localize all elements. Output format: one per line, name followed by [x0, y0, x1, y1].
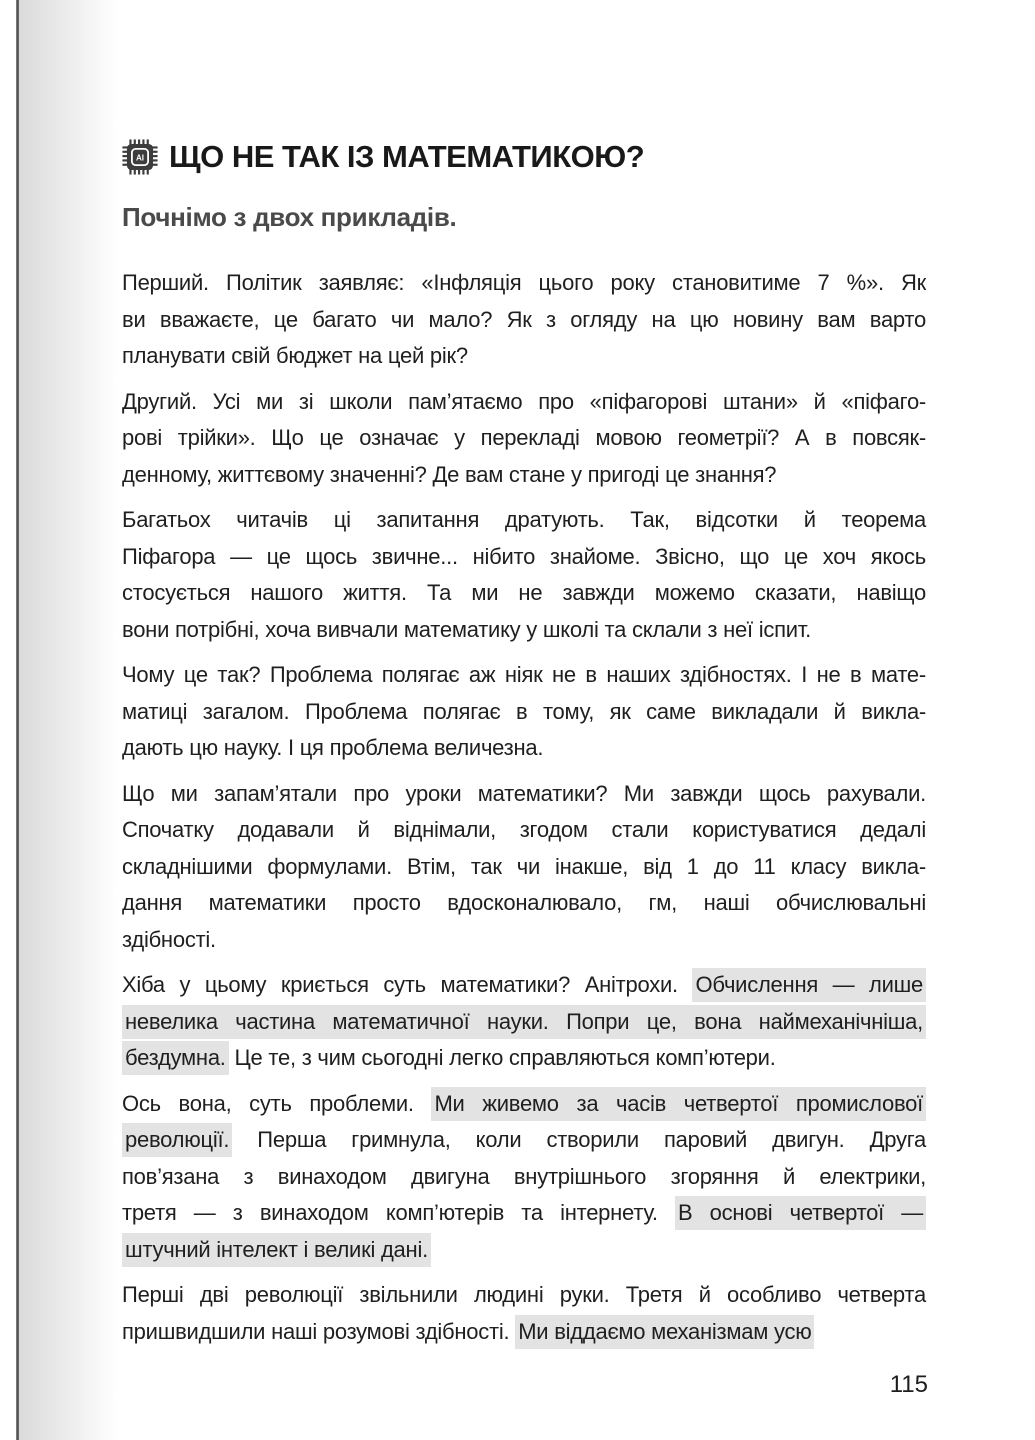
text-line: [122, 1159, 926, 1196]
ai-chip-icon: [122, 139, 158, 175]
paragraph: [122, 776, 926, 959]
paragraph: [122, 657, 926, 767]
text-segment: матиці загалом. Проблема полягає в тому, як саме викладали й викла-: [122, 698, 926, 724]
text-segment: Хіба у цьому криється суть математики? Анітрохи.: [122, 972, 693, 997]
text-line: [122, 420, 926, 457]
text-line: [122, 812, 926, 849]
paragraph: [122, 967, 926, 1077]
text-line: [122, 1040, 926, 1077]
body-text: [122, 265, 926, 1350]
highlighted-text: Ми віддаємо механізмам усю: [515, 1315, 814, 1349]
text-segment: Що ми запам’ятали про уроки математики? Ми завжди щось рахували.: [122, 780, 926, 806]
text-segment: ви вважаєте, це багато чи мало? Як з огляду на цю новину вам варто: [122, 306, 926, 332]
text-line: [122, 1122, 926, 1159]
text-segment: Перший. Політик заявляє: «Інфляція цього року становитиме 7 %». Як: [122, 270, 926, 295]
highlighted-text: штучний інтелект і великі дані.: [122, 1233, 431, 1267]
text-line: [122, 1004, 926, 1041]
text-line: [122, 1314, 926, 1351]
text-line: [122, 1086, 926, 1123]
text-line: [122, 967, 926, 1004]
text-line: [122, 575, 926, 612]
text-line: [122, 265, 926, 302]
highlighted-text: Ми живемо за часів четвертої промислової: [431, 1087, 926, 1121]
paragraph: [122, 1277, 926, 1350]
text-segment: Багатьох читачів ці запитання дратують. Так, відсотки й теорема: [122, 507, 926, 532]
text-segment: дають цю науку. І ця проблема величезна.: [122, 735, 544, 760]
text-line: [122, 922, 926, 959]
text-segment: Піфагора — це щось звичне... нібито знайоме. Звісно, що це хоч якось: [122, 543, 926, 569]
text-segment: Перша гримнула, коли створили паровий двигун. Друга: [232, 1127, 926, 1152]
highlighted-text: бездумна.: [122, 1041, 229, 1075]
text-line: [122, 694, 926, 731]
text-segment: третя — з винаходом комп’ютерів та інтернету.: [122, 1200, 676, 1225]
text-line: [122, 384, 926, 421]
paragraph: [122, 1086, 926, 1269]
text-segment: Ось вона, суть проблеми.: [122, 1090, 432, 1116]
text-segment: планувати свій бюджет на цей рік?: [122, 343, 468, 368]
highlighted-text: В основі четвертої —: [675, 1196, 926, 1230]
text-segment: пов’язана з винаходом двигуна внутрішнього згоряння й електрики,: [122, 1163, 926, 1189]
text-segment: вони потрібні, хоча вивчали математику у школі та склали з неї іспит.: [122, 616, 812, 642]
text-segment: Це те, з чим сьогодні легко справляються комп’ютери.: [228, 1045, 776, 1070]
text-segment: пришвидшили наші розумові здібності.: [122, 1318, 516, 1344]
highlighted-text: революції.: [122, 1123, 232, 1157]
text-segment: Перші дві революції звільнили людині руки. Третя й особливо четверта: [122, 1282, 926, 1307]
highlighted-text: Обчислення — лише: [692, 968, 926, 1002]
text-line: [122, 502, 926, 539]
highlighted-text: невелика частина математичної науки. Попри це, вона наймеханічніша,: [122, 1005, 926, 1039]
text-line: [122, 302, 926, 339]
page-content: [0, 137, 1035, 1350]
text-line: [122, 612, 926, 649]
text-line: [122, 539, 926, 576]
text-line: [122, 1277, 926, 1314]
text-line: [122, 885, 926, 922]
text-line: [122, 730, 926, 767]
text-segment: Другий. Усі ми зі школи пам’ятаємо про «піфагорові штани» й «піфаго-: [122, 388, 926, 414]
text-line: [122, 457, 926, 494]
text-line: [122, 657, 926, 694]
text-line: [122, 1195, 926, 1232]
text-segment: денному, життєвому значенні? Де вам стане у пригоді це знання?: [122, 461, 777, 487]
text-segment: Спочатку додавали й віднімали, згодом стали користуватися дедалі: [122, 817, 926, 842]
paragraph: [122, 384, 926, 494]
text-segment: здібності.: [122, 926, 216, 952]
text-line: [122, 1232, 926, 1269]
chapter-subtitle: Почнімо з двох прикладів.: [122, 202, 457, 232]
text-segment: Чому це так? Проблема полягає аж ніяк не в наших здібностях. І не в мате-: [122, 662, 926, 687]
text-segment: стосується нашого життя. Та ми не завжди можемо сказати, навіщо: [122, 580, 926, 605]
text-segment: складнішими формулами. Втім, так чи інакше, від 1 до 11 класу викла-: [122, 853, 926, 879]
svg-text:AI: AI: [135, 153, 145, 163]
text-line: [122, 849, 926, 886]
chapter-title: ЩО НЕ ТАК ІЗ МАТЕМАТИКОЮ?: [169, 139, 645, 174]
page-number: 115: [889, 1371, 928, 1398]
paragraph: [122, 502, 926, 648]
text-segment: рові трійки». Що це означає у перекладі мовою геометрії? А в повсяк-: [122, 425, 926, 450]
text-line: [122, 338, 926, 375]
text-line: [122, 776, 926, 813]
chapter-header: [122, 137, 926, 177]
paragraph: [122, 265, 926, 375]
text-segment: дання математики просто вдосконалювало, гм, наші обчислювальні: [122, 890, 926, 915]
